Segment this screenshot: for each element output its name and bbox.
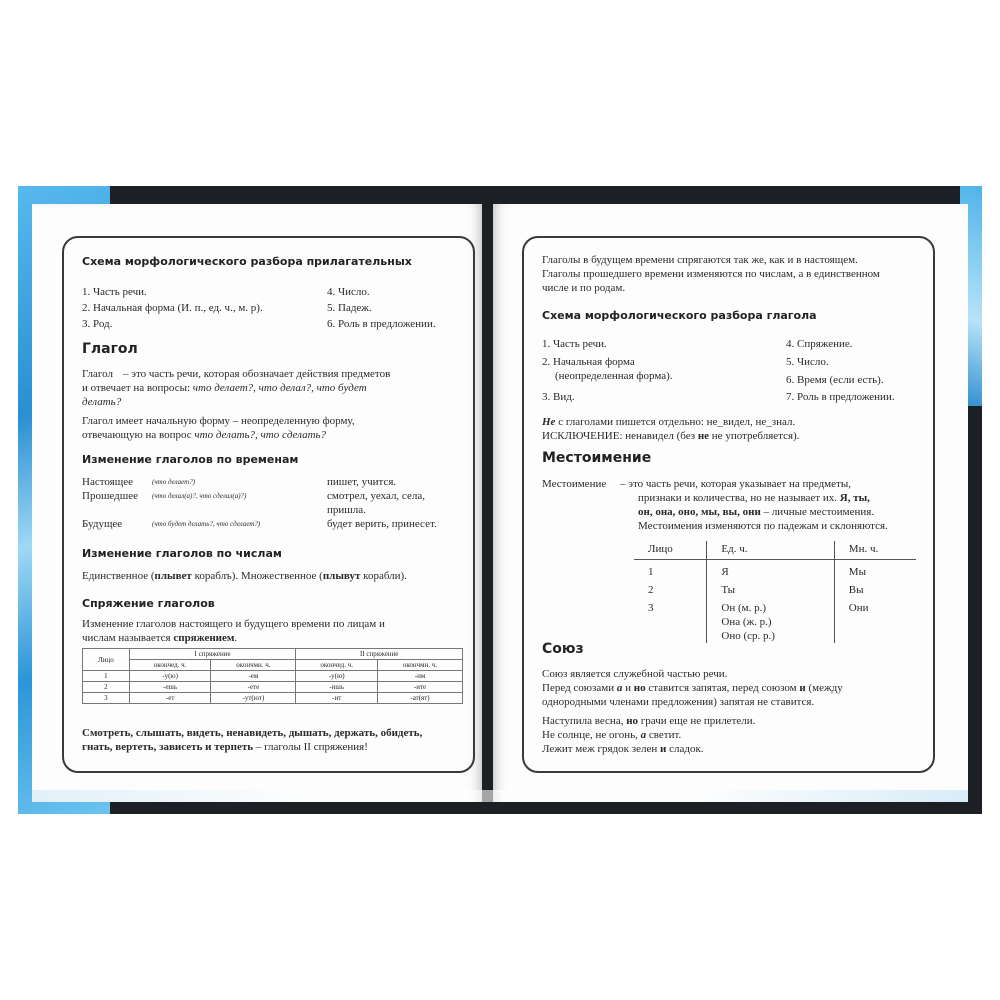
cell: -ат(ят) (378, 693, 463, 704)
adj-item: 4. Число. (327, 286, 370, 298)
union-line: Союз является служебной частью речи. (542, 668, 728, 680)
cell: 3 (83, 693, 130, 704)
cell: -ешь (129, 682, 211, 693)
pronoun-term: Местоимение (542, 478, 607, 490)
verb-definition-line: делать? (82, 396, 122, 408)
table-row (634, 615, 916, 629)
cell: -ет (129, 693, 211, 704)
tense-example: смотрел, уехал, села, (327, 490, 425, 502)
exceptions-line: гнать, вертеть, зависеть и терпеть – глаголы II спряжения! (82, 741, 368, 753)
numbers-text: Единственное (плывет кораблъ). Множественное (плывут корабли). (82, 570, 407, 582)
cell: -ишь (296, 682, 378, 693)
sub-header: окончед. ч. (296, 660, 378, 671)
cell (634, 629, 707, 643)
cell: 1 (83, 671, 130, 682)
verb-scheme-item: 7. Роль в предложении. (786, 391, 895, 403)
tense-name: Настоящее (82, 476, 133, 488)
verb-infinitive-line: отвечающую на вопрос что делать?, что сделать? (82, 429, 327, 441)
conjugation-table (82, 648, 463, 704)
adjective-scheme-title: Схема морфологического разбора прилагательных (82, 255, 412, 268)
verb-scheme-item: 2. Начальная форма (542, 356, 635, 368)
verb-scheme-item: 3. Вид. (542, 391, 575, 403)
adj-item: 6. Роль в предложении. (327, 318, 436, 330)
cell: -ете (211, 682, 296, 693)
future-tense-line: Глаголы в будущем времени спрягаются так же, как и в настоящем. (542, 254, 858, 266)
cell: -ут(ют) (211, 693, 296, 704)
verb-scheme-item: (неопределенная форма). (555, 370, 673, 382)
cell: 2 (83, 682, 130, 693)
numbers-heading: Изменение глаголов по числам (82, 547, 282, 560)
adj-item: 1. Часть речи. (82, 286, 147, 298)
example-line: Лежит меж грядок зелен и сладок. (542, 743, 704, 755)
verb-definition-line: – это часть речи, которая обозначает действия предметов (123, 368, 391, 380)
group-header: II спряжение (296, 649, 463, 660)
column-header: Ед. ч. (707, 541, 834, 560)
table-row (634, 579, 916, 597)
adj-item: 5. Падеж. (327, 302, 372, 314)
future-tense-line: Глаголы прошедшего времени изменяются по числам, а в единственном (542, 268, 880, 280)
cell: Они (834, 597, 916, 615)
pronoun-table (634, 541, 916, 643)
sub-header: окончед. ч. (129, 660, 211, 671)
page-edge (32, 790, 968, 802)
conjugation-text: числам называется спряжением. (82, 632, 238, 644)
cell: 2 (648, 584, 654, 596)
verb-heading: Глагол (82, 341, 138, 357)
verb-scheme-item: 4. Спряжение. (786, 338, 853, 350)
conjugation-text: Изменение глаголов настоящего и будущего времени по лицам и (82, 618, 385, 630)
adj-item: 3. Род. (82, 318, 113, 330)
cell: Вы (834, 579, 916, 597)
union-heading: Союз (542, 641, 584, 657)
cell: -ем (211, 671, 296, 682)
cell: -ите (378, 682, 463, 693)
cell: -у(ю) (129, 671, 211, 682)
future-tense-line: числе и по родам. (542, 282, 626, 294)
cell: 3 (648, 602, 654, 614)
tense-example: будет верить, принесет. (327, 518, 437, 530)
pronoun-definition: – это часть речи, которая указывает на предметы, (620, 478, 851, 490)
pronoun-definition: признаки и количества, но не называет их. Я, ты, (638, 492, 870, 504)
conjugation-heading: Спряжение глаголов (82, 597, 215, 610)
cell: -им (378, 671, 463, 682)
ne-exception: ИСКЛЮЧЕНИЕ: ненавидел (без не не употребляется). (542, 430, 800, 442)
table-row (83, 671, 463, 682)
table-row (634, 629, 916, 643)
cell: Оно (ср. р.) (707, 629, 834, 643)
verb-definition-line: и отвечает на вопросы: что делает?, что делал?, что будет (82, 382, 367, 394)
table-row (634, 597, 916, 615)
cell: Он (м. р.) (707, 597, 834, 615)
tense-question: (что будет делать?, что сделает?) (152, 520, 261, 528)
cell: Она (ж. р.) (707, 615, 834, 629)
union-line: Перед союзами а и но ставится запятая, перед союзом и (между (542, 682, 843, 694)
pronoun-definition: Местоимения изменяются по падежам и склоняются. (638, 520, 888, 532)
tenses-heading: Изменение глаголов по временам (82, 453, 299, 466)
verb-scheme-item: 6. Время (если есть). (786, 374, 884, 386)
tense-question: (что делает?) (152, 478, 196, 486)
sub-header: окончмн. ч. (378, 660, 463, 671)
tense-name: Прошедшее (82, 490, 138, 502)
group-header: I спряжение (129, 649, 296, 660)
adj-item: 2. Начальная форма (И. п., ед. ч., м. р). (82, 302, 263, 314)
verb-infinitive-line: Глагол имеет начальную форму – неопределенную форму, (82, 415, 355, 427)
pronoun-definition: он, она, оно, мы, вы, они – личные местоимения. (638, 506, 875, 518)
union-line: однородными членами предложения) запятая не ставится. (542, 696, 815, 708)
exceptions-line: Смотреть, слышать, видеть, ненавидеть, дышать, держать, обидеть, (82, 727, 423, 739)
table-row (83, 682, 463, 693)
cell: Ты (707, 579, 834, 597)
cell: -у(ю) (296, 671, 378, 682)
col-person: Лицо (83, 649, 130, 671)
tense-example: пришла. (327, 504, 366, 516)
example-line: Наступила весна, но грачи еще не прилетели. (542, 715, 756, 727)
verb-scheme-item: 5. Число. (786, 356, 829, 368)
cell: -ит (296, 693, 378, 704)
ne-rule: Не с глаголами пишется отдельно: не_видел, не_знал. (542, 416, 796, 428)
table-row (634, 560, 916, 580)
example-line: Не солнце, не огонь, а светит. (542, 729, 682, 741)
cell (834, 629, 916, 643)
pronoun-heading: Местоимение (542, 450, 652, 466)
cell: Я (707, 560, 834, 580)
cell (834, 615, 916, 629)
cell (634, 615, 707, 629)
sub-header: окончмн. ч. (211, 660, 296, 671)
tense-name: Будущее (82, 518, 123, 530)
column-header: Мн. ч. (834, 541, 916, 560)
table-row (83, 693, 463, 704)
tense-question: (что делал(а)?, что сделал(а)?) (152, 492, 247, 500)
verb-definition-term: Глагол (82, 368, 113, 380)
cell: Мы (834, 560, 916, 580)
tense-example: пишет, учится. (327, 476, 397, 488)
column-header: Лицо (634, 541, 707, 560)
cell: 1 (648, 566, 654, 578)
verb-scheme-item: 1. Часть речи. (542, 338, 607, 350)
verb-scheme-title: Схема морфологического разбора глагола (542, 309, 817, 322)
